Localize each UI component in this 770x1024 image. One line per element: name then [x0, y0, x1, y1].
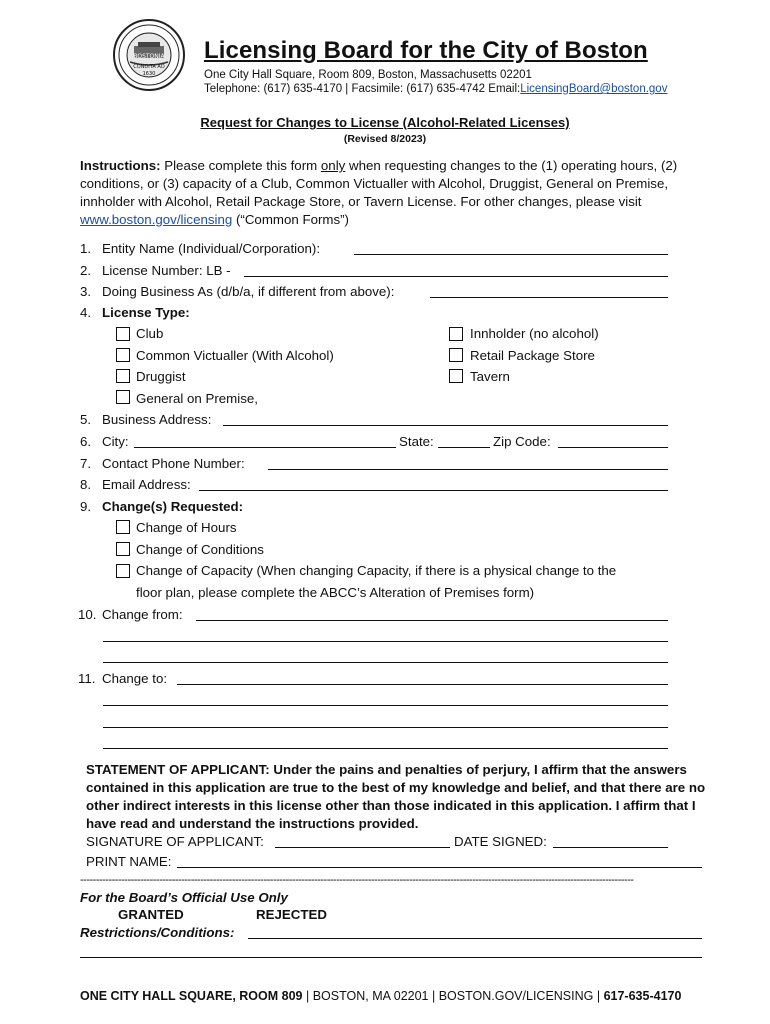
state-input-line[interactable]: [438, 447, 490, 448]
org-title: Licensing Board for the City of Boston: [204, 37, 648, 64]
field-label: Change to:: [102, 671, 168, 686]
date-signed-input-line[interactable]: [553, 847, 668, 848]
field-label: Change from:: [102, 607, 183, 622]
licensing-link[interactable]: www.boston.gov/licensing: [80, 212, 233, 227]
seal-text-2: CONDITA AD: [133, 64, 165, 70]
tavern-checkbox[interactable]: [449, 369, 463, 383]
field-label: License Type:: [102, 305, 190, 320]
seal-text-1: BOSTONIA: [133, 53, 165, 60]
field-number: 9.: [80, 499, 92, 514]
field-number: 1.: [80, 241, 92, 256]
footer-city: BOSTON, MA 02201: [312, 989, 429, 1003]
dba-input-line[interactable]: [430, 297, 668, 298]
entity-name-input-line[interactable]: [354, 254, 668, 255]
seal-text-3: 1630: [142, 71, 156, 77]
field-number: 8.: [80, 477, 92, 492]
field-number: 6.: [80, 434, 92, 449]
change-of-hours-label: Change of Hours: [136, 520, 237, 535]
instructions-paragraph: [80, 157, 710, 229]
field-label: Doing Business As (d/b/a, if different from above):: [102, 284, 395, 299]
druggist-checkbox[interactable]: [116, 369, 130, 383]
field-number: 5.: [80, 412, 92, 427]
change-to-input-line-4[interactable]: [103, 748, 668, 749]
separator-dashes: -------------------------------------------------------------------------------------------------------------------------------------------------------------------------------: [80, 874, 634, 886]
field-label: Change(s) Requested:: [102, 499, 244, 514]
contact-prefix: Telephone: (617) 635-4170 | Facsimile: (617) 635-4742 Email:: [204, 83, 521, 95]
field-number: 4.: [80, 305, 92, 320]
restrictions-input-line-2[interactable]: [80, 957, 702, 958]
applicant-statement: STATEMENT OF APPLICANT: Under the pains and penalties of perjury, I affirm that the answers contained in this application are true to the best of my knowledge and belief, and that there are no other indirect interests in this license other than those indicated in this application. I affirm that I have read and understand the instructions provided.: [86, 762, 706, 831]
restrictions-input-line-1[interactable]: [248, 938, 702, 939]
field-number: 3.: [80, 284, 92, 299]
email-link[interactable]: LicensingBoard@boston.gov: [520, 83, 668, 95]
retail-package-store-checkbox[interactable]: [449, 348, 463, 362]
address-line: One City Hall Square, Room 809, Boston, Massachusetts 02201: [204, 69, 532, 81]
field-label: Business Address:: [102, 412, 212, 427]
change-of-capacity-label-cont: floor plan, please complete the ABCC’s Alteration of Premises form): [136, 585, 535, 600]
contact-line: [204, 82, 667, 96]
innholder-checkbox[interactable]: [449, 327, 463, 341]
date-signed-label: DATE SIGNED:: [454, 834, 547, 849]
footer: [80, 989, 681, 1003]
field-number: 10.: [78, 607, 97, 622]
field-label: License Number: LB -: [102, 263, 231, 278]
field-number: 2.: [80, 263, 92, 278]
field-number: 11.: [78, 671, 96, 686]
field-label: Email Address:: [102, 477, 191, 492]
license-number-input-line[interactable]: [244, 276, 668, 277]
revised-date: (Revised 8/2023): [343, 133, 427, 145]
change-to-input-line-2[interactable]: [103, 705, 668, 706]
change-of-conditions-label: Change of Conditions: [136, 542, 264, 557]
zip-label: Zip Code:: [493, 434, 551, 449]
tavern-label: Tavern: [470, 369, 510, 384]
instructions-emphasis: only: [320, 158, 346, 173]
city-input-line[interactable]: [134, 447, 396, 448]
change-to-input-line-1[interactable]: [177, 684, 668, 685]
state-label: State:: [399, 434, 434, 449]
change-of-hours-checkbox[interactable]: [116, 520, 130, 534]
zip-input-line[interactable]: [558, 447, 668, 448]
footer-phone: 617-635-4170: [603, 989, 682, 1003]
change-of-conditions-checkbox[interactable]: [116, 542, 130, 556]
retail-package-store-label: Retail Package Store: [470, 348, 595, 363]
field-label: Entity Name (Individual/Corporation):: [102, 241, 321, 256]
club-checkbox[interactable]: [116, 327, 130, 341]
rejected-label: REJECTED: [256, 907, 327, 922]
instructions-label: Instructions:: [80, 158, 161, 173]
email-input-line[interactable]: [199, 490, 668, 491]
contact-phone-input-line[interactable]: [268, 469, 668, 470]
city-seal-logo: [112, 18, 186, 92]
city-label: City:: [102, 434, 129, 449]
instructions-text-b: when requesting changes to the (1) operating hours, (2) conditions, or (3) capacity of a Club, Common Victualler with Alcohol, Druggist, General on Premise, innholder with Alcohol, Retail Package Store, or Tavern License. For other changes, please visit: [80, 158, 678, 209]
field-label: Contact Phone Number:: [102, 456, 245, 471]
signature-label: SIGNATURE OF APPLICANT:: [86, 834, 264, 849]
change-of-capacity-label: Change of Capacity (When changing Capacity, if there is a physical change to the: [136, 563, 617, 578]
signature-input-line[interactable]: [275, 847, 450, 848]
form-title: Request for Changes to License (Alcohol-Related Licenses): [200, 115, 570, 130]
common-victualler-label: Common Victualler (With Alcohol): [136, 348, 334, 363]
restrictions-label: Restrictions/Conditions:: [80, 925, 235, 940]
org-address: [204, 68, 667, 96]
change-from-input-line-2[interactable]: [103, 641, 668, 642]
business-address-input-line[interactable]: [223, 425, 668, 426]
change-to-input-line-3[interactable]: [103, 727, 668, 728]
instructions-text-a: Please complete this form: [160, 158, 321, 173]
general-on-premise-label: General on Premise,: [136, 391, 258, 406]
change-of-capacity-checkbox[interactable]: [116, 564, 130, 578]
field-entity-name: [80, 240, 670, 258]
change-from-input-line-1[interactable]: [196, 620, 668, 621]
footer-sep: |: [593, 989, 604, 1003]
print-name-input-line[interactable]: [177, 867, 702, 868]
footer-address: ONE CITY HALL SQUARE, ROOM 809: [80, 989, 303, 1003]
club-label: Club: [136, 326, 164, 341]
field-number: 7.: [80, 456, 92, 471]
granted-label: GRANTED: [118, 907, 184, 922]
print-name-label: PRINT NAME:: [86, 854, 172, 869]
footer-site: BOSTON.GOV/LICENSING: [438, 989, 594, 1003]
common-victualler-checkbox[interactable]: [116, 348, 130, 362]
footer-sep: |: [428, 989, 439, 1003]
innholder-label: Innholder (no alcohol): [470, 326, 599, 341]
instructions-text-c: (“Common Forms”): [232, 212, 349, 227]
druggist-label: Druggist: [136, 369, 186, 384]
footer-sep: |: [302, 989, 313, 1003]
official-use-title: For the Board’s Official Use Only: [80, 890, 288, 905]
change-from-input-line-3[interactable]: [103, 662, 668, 663]
general-on-premise-checkbox[interactable]: [116, 390, 130, 404]
